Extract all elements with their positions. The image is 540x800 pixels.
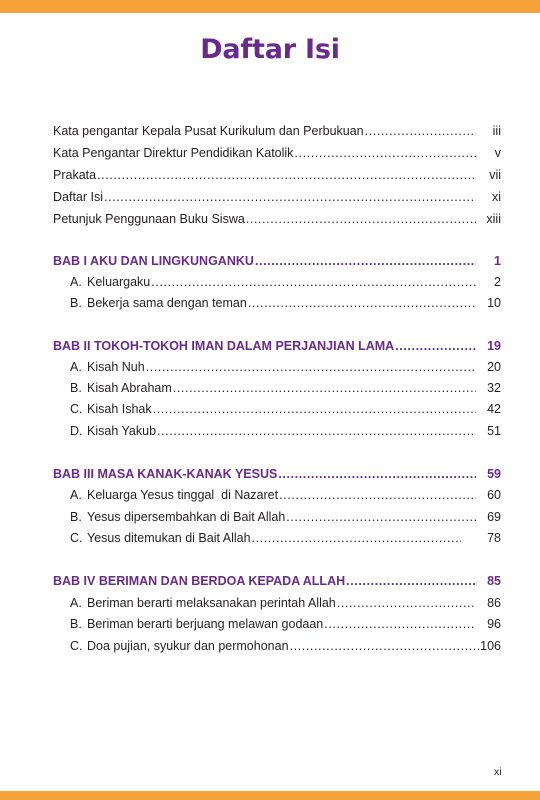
section-page: 32 (487, 381, 501, 395)
toc-entry-front-1[interactable] (53, 121, 501, 142)
section-page: 106 (480, 639, 501, 653)
section-page: 42 (487, 402, 501, 416)
dot-leader (286, 507, 476, 528)
dot-leader (246, 209, 476, 230)
chapter-title: BAB IV BERIMAN DAN BERDOA KEPADA ALLAH (53, 574, 346, 588)
toc-entry-front-2[interactable] (53, 143, 501, 164)
dot-leader (279, 485, 476, 506)
section-page: 51 (487, 424, 501, 438)
dot-leader (278, 464, 476, 485)
toc-section[interactable] (70, 272, 501, 293)
toc-entry-front-3[interactable] (53, 165, 501, 186)
chapter-title: BAB I AKU DAN LINGKUNGANKU (53, 254, 254, 268)
section-page: 78 (487, 531, 501, 545)
section-text: Keluargaku (87, 275, 151, 289)
section-page: 20 (487, 360, 501, 374)
chapter-title: BAB III MASA KANAK-KANAK YESUS (53, 467, 278, 481)
toc-entry-text: Petunjuk Penggunaan Buku Siswa (53, 212, 245, 226)
toc-entry-text: Kata pengantar Kepala Pusat Kurikulum dan Perbukuan (53, 124, 364, 138)
dot-leader (365, 121, 476, 142)
toc-entry-text: Prakata (53, 168, 97, 182)
page-number: xi (494, 766, 502, 778)
toc-section[interactable] (70, 421, 501, 442)
toc-section[interactable] (70, 399, 501, 420)
section-letter: C. (70, 531, 83, 545)
section-letter: B. (70, 381, 82, 395)
page-title: Daftar Isi (200, 34, 340, 65)
dot-leader (337, 593, 476, 614)
section-letter: A. (70, 488, 82, 502)
toc-section[interactable] (70, 614, 501, 635)
toc-chapter-3[interactable] (53, 464, 501, 485)
dot-leader (395, 336, 476, 357)
toc-section[interactable] (70, 528, 501, 549)
toc-entry-page: xiii (486, 212, 501, 226)
section-text: Yesus ditemukan di Bait Allah (87, 531, 251, 545)
section-letter: D. (70, 424, 83, 438)
chapter-page: 59 (487, 467, 501, 481)
toc-entry-page: iii (492, 124, 501, 138)
section-letter: A. (70, 275, 82, 289)
chapter-title: BAB II TOKOH-TOKOH IMAN DALAM PERJANJIAN LAMA (53, 339, 395, 353)
toc-chapter-2[interactable] (53, 336, 501, 357)
dot-leader (248, 293, 476, 314)
toc-section[interactable] (70, 507, 501, 528)
section-text: Kisah Yakub (87, 424, 157, 438)
section-text: Kisah Abraham (87, 381, 172, 395)
dot-leader (151, 272, 476, 293)
dot-leader (173, 378, 476, 399)
dot-leader (324, 614, 476, 635)
toc-section[interactable] (70, 636, 501, 657)
chapter-page: 1 (494, 254, 501, 268)
dot-leader (290, 636, 479, 657)
section-text: Beriman berarti melaksanakan perintah Allah (87, 596, 336, 610)
toc-section[interactable] (70, 378, 501, 399)
chapter-page: 85 (487, 574, 501, 588)
dot-leader (252, 528, 461, 549)
toc-section[interactable] (70, 357, 501, 378)
section-page: 96 (487, 617, 501, 631)
section-page: 69 (487, 510, 501, 524)
section-letter: A. (70, 596, 82, 610)
toc-section[interactable] (70, 293, 501, 314)
dot-leader (255, 251, 476, 272)
toc-chapter-4[interactable] (53, 571, 501, 592)
toc-entry-front-5[interactable] (53, 209, 501, 230)
section-page: 2 (494, 275, 501, 289)
section-page: 60 (487, 488, 501, 502)
section-letter: C. (70, 402, 83, 416)
toc-section[interactable] (70, 485, 501, 506)
toc-entry-text: Daftar Isi (53, 190, 104, 204)
section-text: Beriman berarti berjuang melawan godaan (87, 617, 324, 631)
toc-entry-page: v (494, 146, 501, 160)
section-text: Bekerja sama dengan teman (87, 296, 247, 310)
dot-leader (146, 357, 476, 378)
section-page: 86 (487, 596, 501, 610)
toc-entry-text: Kata Pengantar Direktur Pendidikan Katolik (53, 146, 294, 160)
section-text: Yesus dipersembahkan di Bait Allah (87, 510, 286, 524)
section-letter: C. (70, 639, 83, 653)
toc-entry-page: xi (491, 190, 501, 204)
section-page: 10 (487, 296, 501, 310)
dot-leader (294, 143, 476, 164)
dot-leader (153, 399, 476, 420)
dot-leader (346, 571, 476, 592)
section-letter: B. (70, 617, 82, 631)
section-text: Kisah Ishak (87, 402, 152, 416)
section-text: Doa pujian, syukur dan permohonan (87, 639, 289, 653)
section-letter: B. (70, 296, 82, 310)
section-letter: B. (70, 510, 82, 524)
bottom-color-band (0, 791, 540, 800)
dot-leader (104, 187, 476, 208)
toc-entry-page: vii (489, 168, 501, 182)
section-letter: A. (70, 360, 82, 374)
toc-entry-front-4[interactable] (53, 187, 501, 208)
section-text: Keluarga Yesus tinggal di Nazaret (87, 488, 279, 502)
chapter-page: 19 (487, 339, 501, 353)
dot-leader (157, 421, 476, 442)
dot-leader (97, 165, 476, 186)
toc-chapter-1[interactable] (53, 251, 501, 272)
toc-section[interactable] (70, 593, 501, 614)
section-text: Kisah Nuh (87, 360, 145, 374)
